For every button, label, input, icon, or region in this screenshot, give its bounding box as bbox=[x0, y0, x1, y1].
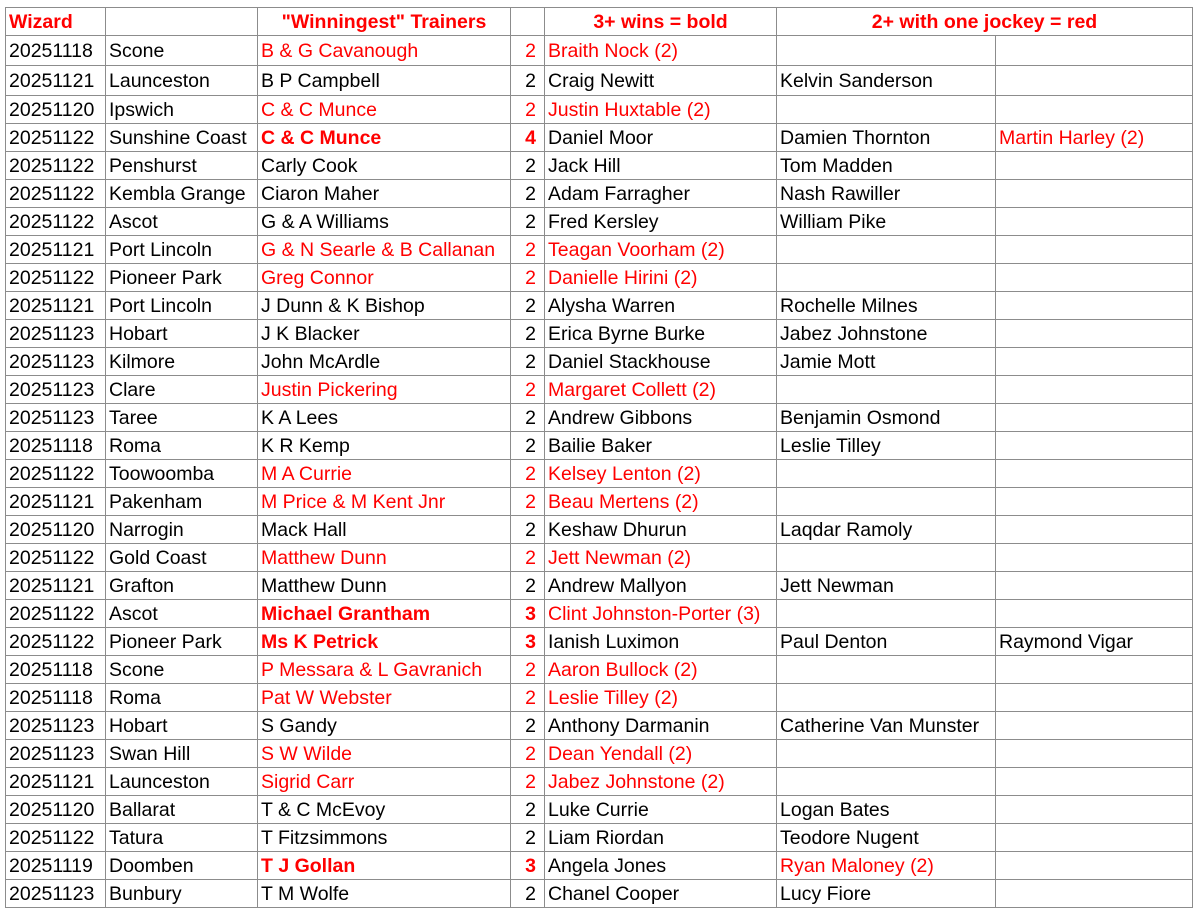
header-wizard-cell[interactable]: Wizard bbox=[6, 8, 106, 36]
jockey-2-cell[interactable]: Tom Madden bbox=[777, 152, 996, 180]
date-cell[interactable]: 20251121 bbox=[6, 66, 106, 96]
trainer-cell[interactable]: J K Blacker bbox=[258, 320, 511, 348]
jockey-1-cell[interactable]: Andrew Mallyon bbox=[545, 572, 777, 600]
trainer-cell[interactable]: Matthew Dunn bbox=[258, 544, 511, 572]
table-row bbox=[6, 432, 1193, 460]
date-cell[interactable]: 20251121 bbox=[6, 236, 106, 264]
table-row bbox=[6, 880, 1193, 908]
table-row bbox=[6, 320, 1193, 348]
wins-cell[interactable]: 2 bbox=[511, 376, 545, 404]
jockey-2-cell[interactable]: William Pike bbox=[777, 208, 996, 236]
wins-cell[interactable]: 2 bbox=[511, 656, 545, 684]
venue-cell[interactable]: Ballarat bbox=[106, 796, 258, 824]
table-row bbox=[6, 208, 1193, 236]
header-row bbox=[6, 8, 1193, 36]
results-table bbox=[5, 7, 1193, 908]
jockey-2-cell[interactable]: Paul Denton bbox=[777, 628, 996, 656]
table-row bbox=[6, 824, 1193, 852]
wins-cell[interactable]: 2 bbox=[511, 348, 545, 376]
wins-cell[interactable]: 2 bbox=[511, 152, 545, 180]
jockey-2-cell[interactable] bbox=[777, 96, 996, 124]
jockey-1-cell[interactable]: Jack Hill bbox=[545, 152, 777, 180]
jockey-3-cell[interactable] bbox=[996, 516, 1193, 544]
venue-cell[interactable]: Roma bbox=[106, 432, 258, 460]
jockey-3-cell[interactable] bbox=[996, 208, 1193, 236]
venue-cell[interactable]: Launceston bbox=[106, 768, 258, 796]
venue-cell[interactable]: Kembla Grange bbox=[106, 180, 258, 208]
date-cell[interactable]: 20251122 bbox=[6, 460, 106, 488]
wins-cell[interactable]: 3 bbox=[511, 852, 545, 880]
jockey-3-cell[interactable] bbox=[996, 36, 1193, 66]
trainer-cell[interactable]: G & N Searle & B Callanan bbox=[258, 236, 511, 264]
table-row bbox=[6, 600, 1193, 628]
jockey-2-cell[interactable]: Logan Bates bbox=[777, 796, 996, 824]
jockey-1-cell[interactable]: Aaron Bullock (2) bbox=[545, 656, 777, 684]
trainer-cell[interactable]: K R Kemp bbox=[258, 432, 511, 460]
jockey-1-cell[interactable]: Erica Byrne Burke bbox=[545, 320, 777, 348]
jockey-3-cell[interactable] bbox=[996, 320, 1193, 348]
jockey-1-cell[interactable]: Anthony Darmanin bbox=[545, 712, 777, 740]
jockey-3-cell[interactable] bbox=[996, 404, 1193, 432]
jockey-3-cell[interactable] bbox=[996, 152, 1193, 180]
jockey-1-cell[interactable]: Bailie Baker bbox=[545, 432, 777, 460]
date-cell[interactable]: 20251118 bbox=[6, 684, 106, 712]
wins-cell[interactable]: 3 bbox=[511, 628, 545, 656]
wins-cell[interactable]: 2 bbox=[511, 404, 545, 432]
jockey-1-cell[interactable]: Dean Yendall (2) bbox=[545, 740, 777, 768]
date-cell[interactable]: 20251123 bbox=[6, 404, 106, 432]
jockey-2-cell[interactable] bbox=[777, 768, 996, 796]
venue-cell[interactable]: Penshurst bbox=[106, 152, 258, 180]
trainer-cell[interactable]: Sigrid Carr bbox=[258, 768, 511, 796]
trainer-cell[interactable]: T Fitzsimmons bbox=[258, 824, 511, 852]
date-cell[interactable]: 20251121 bbox=[6, 768, 106, 796]
trainer-cell[interactable]: John McArdle bbox=[258, 348, 511, 376]
venue-cell[interactable]: Port Lincoln bbox=[106, 292, 258, 320]
wins-cell[interactable]: 2 bbox=[511, 544, 545, 572]
date-cell[interactable]: 20251122 bbox=[6, 180, 106, 208]
wins-cell[interactable]: 2 bbox=[511, 292, 545, 320]
table-row bbox=[6, 292, 1193, 320]
wins-cell[interactable]: 2 bbox=[511, 264, 545, 292]
date-cell[interactable]: 20251120 bbox=[6, 516, 106, 544]
venue-cell[interactable]: Clare bbox=[106, 376, 258, 404]
jockey-2-cell[interactable]: Catherine Van Munster bbox=[777, 712, 996, 740]
venue-cell[interactable]: Bunbury bbox=[106, 880, 258, 908]
venue-cell[interactable]: Port Lincoln bbox=[106, 236, 258, 264]
date-cell[interactable]: 20251122 bbox=[6, 208, 106, 236]
wins-cell[interactable]: 3 bbox=[511, 600, 545, 628]
jockey-3-cell[interactable]: Martin Harley (2) bbox=[996, 124, 1193, 152]
venue-cell[interactable]: Ipswich bbox=[106, 96, 258, 124]
table-row bbox=[6, 236, 1193, 264]
date-cell[interactable]: 20251118 bbox=[6, 36, 106, 66]
jockey-1-cell[interactable]: Angela Jones bbox=[545, 852, 777, 880]
jockey-3-cell[interactable] bbox=[996, 460, 1193, 488]
jockey-3-cell[interactable] bbox=[996, 376, 1193, 404]
jockey-1-cell[interactable]: Andrew Gibbons bbox=[545, 404, 777, 432]
jockey-3-cell[interactable] bbox=[996, 348, 1193, 376]
wins-cell[interactable]: 2 bbox=[511, 712, 545, 740]
jockey-1-cell[interactable]: Kelsey Lenton (2) bbox=[545, 460, 777, 488]
jockey-2-cell[interactable] bbox=[777, 600, 996, 628]
jockey-3-cell[interactable] bbox=[996, 740, 1193, 768]
table-row bbox=[6, 768, 1193, 796]
jockey-2-cell[interactable] bbox=[777, 460, 996, 488]
table-row bbox=[6, 684, 1193, 712]
jockey-1-cell[interactable]: Margaret Collett (2) bbox=[545, 376, 777, 404]
date-cell[interactable]: 20251122 bbox=[6, 824, 106, 852]
jockey-3-cell[interactable] bbox=[996, 292, 1193, 320]
venue-cell[interactable]: Hobart bbox=[106, 712, 258, 740]
jockey-1-cell[interactable]: Daniel Moor bbox=[545, 124, 777, 152]
date-cell[interactable]: 20251123 bbox=[6, 740, 106, 768]
venue-cell[interactable]: Ascot bbox=[106, 600, 258, 628]
jockey-1-cell[interactable]: Jett Newman (2) bbox=[545, 544, 777, 572]
date-cell[interactable]: 20251118 bbox=[6, 432, 106, 460]
date-cell[interactable]: 20251122 bbox=[6, 544, 106, 572]
date-cell[interactable]: 20251123 bbox=[6, 376, 106, 404]
jockey-3-cell[interactable] bbox=[996, 880, 1193, 908]
wins-cell[interactable]: 2 bbox=[511, 824, 545, 852]
jockey-3-cell[interactable] bbox=[996, 66, 1193, 96]
wins-cell[interactable]: 2 bbox=[511, 432, 545, 460]
jockey-1-cell[interactable]: Daniel Stackhouse bbox=[545, 348, 777, 376]
jockey-2-cell[interactable]: Lucy Fiore bbox=[777, 880, 996, 908]
jockey-1-cell[interactable]: Jabez Johnstone (2) bbox=[545, 768, 777, 796]
date-cell[interactable]: 20251120 bbox=[6, 796, 106, 824]
table-row bbox=[6, 348, 1193, 376]
table-row bbox=[6, 404, 1193, 432]
date-cell[interactable]: 20251123 bbox=[6, 320, 106, 348]
jockey-1-cell[interactable]: Teagan Voorham (2) bbox=[545, 236, 777, 264]
trainer-cell[interactable]: G & A Williams bbox=[258, 208, 511, 236]
jockey-3-cell[interactable] bbox=[996, 600, 1193, 628]
jockey-2-cell[interactable]: Kelvin Sanderson bbox=[777, 66, 996, 96]
date-cell[interactable]: 20251123 bbox=[6, 712, 106, 740]
wins-cell[interactable]: 2 bbox=[511, 180, 545, 208]
jockey-2-cell[interactable] bbox=[777, 236, 996, 264]
wins-cell[interactable]: 2 bbox=[511, 460, 545, 488]
jockey-2-cell[interactable] bbox=[777, 544, 996, 572]
jockey-2-cell[interactable]: Nash Rawiller bbox=[777, 180, 996, 208]
table-row bbox=[6, 96, 1193, 124]
header-venue-cell[interactable] bbox=[106, 8, 258, 36]
jockey-3-cell[interactable] bbox=[996, 852, 1193, 880]
venue-cell[interactable]: Scone bbox=[106, 36, 258, 66]
jockey-1-cell[interactable]: Beau Mertens (2) bbox=[545, 488, 777, 516]
jockey-2-cell[interactable] bbox=[777, 656, 996, 684]
jockey-3-cell[interactable] bbox=[996, 432, 1193, 460]
trainer-cell[interactable]: Matthew Dunn bbox=[258, 572, 511, 600]
jockey-1-cell[interactable]: Liam Riordan bbox=[545, 824, 777, 852]
header-wins-cell[interactable] bbox=[511, 8, 545, 36]
jockey-2-cell[interactable] bbox=[777, 740, 996, 768]
venue-cell[interactable]: Grafton bbox=[106, 572, 258, 600]
trainer-cell[interactable]: Carly Cook bbox=[258, 152, 511, 180]
wins-cell[interactable]: 2 bbox=[511, 66, 545, 96]
wins-cell[interactable]: 2 bbox=[511, 684, 545, 712]
wins-cell[interactable]: 2 bbox=[511, 320, 545, 348]
venue-cell[interactable]: Pioneer Park bbox=[106, 628, 258, 656]
trainer-cell[interactable]: K A Lees bbox=[258, 404, 511, 432]
table-row bbox=[6, 516, 1193, 544]
venue-cell[interactable]: Narrogin bbox=[106, 516, 258, 544]
venue-cell[interactable]: Launceston bbox=[106, 66, 258, 96]
jockey-2-cell[interactable] bbox=[777, 264, 996, 292]
trainer-cell[interactable]: Justin Pickering bbox=[258, 376, 511, 404]
header-trainers-cell[interactable]: "Winningest" Trainers bbox=[258, 8, 511, 36]
jockey-2-cell[interactable] bbox=[777, 488, 996, 516]
venue-cell[interactable]: Pakenham bbox=[106, 488, 258, 516]
jockey-2-cell[interactable]: Ryan Maloney (2) bbox=[777, 852, 996, 880]
jockey-1-cell[interactable]: Keshaw Dhurun bbox=[545, 516, 777, 544]
jockey-2-cell[interactable]: Leslie Tilley bbox=[777, 432, 996, 460]
jockey-3-cell[interactable] bbox=[996, 488, 1193, 516]
date-cell[interactable]: 20251122 bbox=[6, 600, 106, 628]
venue-cell[interactable]: Kilmore bbox=[106, 348, 258, 376]
trainer-cell[interactable]: Ms K Petrick bbox=[258, 628, 511, 656]
jockey-3-cell[interactable] bbox=[996, 796, 1193, 824]
date-cell[interactable]: 20251118 bbox=[6, 656, 106, 684]
jockey-2-cell[interactable]: Rochelle Milnes bbox=[777, 292, 996, 320]
venue-cell[interactable]: Sunshine Coast bbox=[106, 124, 258, 152]
wins-cell[interactable]: 2 bbox=[511, 740, 545, 768]
date-cell[interactable]: 20251122 bbox=[6, 124, 106, 152]
table-row bbox=[6, 628, 1193, 656]
table-row bbox=[6, 796, 1193, 824]
trainer-cell[interactable]: Greg Connor bbox=[258, 264, 511, 292]
wins-cell[interactable]: 2 bbox=[511, 516, 545, 544]
header-red-rule-cell[interactable]: 2+ with one jockey = red bbox=[777, 8, 1193, 36]
venue-cell[interactable]: Ascot bbox=[106, 208, 258, 236]
jockey-2-cell[interactable]: Jett Newman bbox=[777, 572, 996, 600]
jockey-3-cell[interactable] bbox=[996, 824, 1193, 852]
jockey-3-cell[interactable] bbox=[996, 572, 1193, 600]
table-row bbox=[6, 66, 1193, 96]
venue-cell[interactable]: Pioneer Park bbox=[106, 264, 258, 292]
table-row bbox=[6, 572, 1193, 600]
trainer-cell[interactable]: S W Wilde bbox=[258, 740, 511, 768]
trainer-cell[interactable]: T M Wolfe bbox=[258, 880, 511, 908]
table-row bbox=[6, 460, 1193, 488]
jockey-3-cell[interactable]: Raymond Vigar bbox=[996, 628, 1193, 656]
date-cell[interactable]: 20251123 bbox=[6, 880, 106, 908]
jockey-3-cell[interactable] bbox=[996, 768, 1193, 796]
trainer-cell[interactable]: C & C Munce bbox=[258, 96, 511, 124]
table-row bbox=[6, 152, 1193, 180]
date-cell[interactable]: 20251119 bbox=[6, 852, 106, 880]
date-cell[interactable]: 20251122 bbox=[6, 264, 106, 292]
jockey-1-cell[interactable]: Alysha Warren bbox=[545, 292, 777, 320]
jockey-3-cell[interactable] bbox=[996, 684, 1193, 712]
date-cell[interactable]: 20251123 bbox=[6, 348, 106, 376]
jockey-2-cell[interactable]: Damien Thornton bbox=[777, 124, 996, 152]
jockey-3-cell[interactable] bbox=[996, 712, 1193, 740]
jockey-1-cell[interactable]: Fred Kersley bbox=[545, 208, 777, 236]
jockey-3-cell[interactable] bbox=[996, 656, 1193, 684]
trainer-cell[interactable]: Ciaron Maher bbox=[258, 180, 511, 208]
trainer-cell[interactable]: Pat W Webster bbox=[258, 684, 511, 712]
jockey-3-cell[interactable] bbox=[996, 236, 1193, 264]
jockey-3-cell[interactable] bbox=[996, 264, 1193, 292]
jockey-2-cell[interactable]: Teodore Nugent bbox=[777, 824, 996, 852]
table-row bbox=[6, 740, 1193, 768]
jockey-1-cell[interactable]: Luke Currie bbox=[545, 796, 777, 824]
table-row bbox=[6, 36, 1193, 66]
date-cell[interactable]: 20251120 bbox=[6, 96, 106, 124]
wins-cell[interactable]: 2 bbox=[511, 208, 545, 236]
trainer-cell[interactable]: C & C Munce bbox=[258, 124, 511, 152]
jockey-2-cell[interactable] bbox=[777, 684, 996, 712]
trainer-cell[interactable]: M Price & M Kent Jnr bbox=[258, 488, 511, 516]
wins-cell[interactable]: 2 bbox=[511, 880, 545, 908]
venue-cell[interactable]: Hobart bbox=[106, 320, 258, 348]
trainer-cell[interactable]: M A Currie bbox=[258, 460, 511, 488]
trainer-cell[interactable]: B & G Cavanough bbox=[258, 36, 511, 66]
date-cell[interactable]: 20251122 bbox=[6, 628, 106, 656]
jockey-1-cell[interactable]: Braith Nock (2) bbox=[545, 36, 777, 66]
jockey-2-cell[interactable]: Jamie Mott bbox=[777, 348, 996, 376]
jockey-1-cell[interactable]: Adam Farragher bbox=[545, 180, 777, 208]
venue-cell[interactable]: Scone bbox=[106, 656, 258, 684]
wins-cell[interactable]: 2 bbox=[511, 572, 545, 600]
wins-cell[interactable]: 2 bbox=[511, 488, 545, 516]
jockey-3-cell[interactable] bbox=[996, 96, 1193, 124]
date-cell[interactable]: 20251121 bbox=[6, 572, 106, 600]
jockey-1-cell[interactable]: Clint Johnston-Porter (3) bbox=[545, 600, 777, 628]
venue-cell[interactable]: Tatura bbox=[106, 824, 258, 852]
table-row bbox=[6, 852, 1193, 880]
venue-cell[interactable]: Toowoomba bbox=[106, 460, 258, 488]
jockey-1-cell[interactable]: Justin Huxtable (2) bbox=[545, 96, 777, 124]
table-row bbox=[6, 488, 1193, 516]
table-row bbox=[6, 376, 1193, 404]
trainer-cell[interactable]: Michael Grantham bbox=[258, 600, 511, 628]
jockey-1-cell[interactable]: Chanel Cooper bbox=[545, 880, 777, 908]
wins-cell[interactable]: 2 bbox=[511, 96, 545, 124]
date-cell[interactable]: 20251121 bbox=[6, 488, 106, 516]
table-row bbox=[6, 124, 1193, 152]
jockey-1-cell[interactable]: Craig Newitt bbox=[545, 66, 777, 96]
jockey-1-cell[interactable]: Leslie Tilley (2) bbox=[545, 684, 777, 712]
jockey-2-cell[interactable]: Jabez Johnstone bbox=[777, 320, 996, 348]
wins-cell[interactable]: 2 bbox=[511, 796, 545, 824]
table-row bbox=[6, 712, 1193, 740]
venue-cell[interactable]: Taree bbox=[106, 404, 258, 432]
jockey-3-cell[interactable] bbox=[996, 180, 1193, 208]
venue-cell[interactable]: Doomben bbox=[106, 852, 258, 880]
wins-cell[interactable]: 2 bbox=[511, 768, 545, 796]
venue-cell[interactable]: Roma bbox=[106, 684, 258, 712]
jockey-2-cell[interactable]: Benjamin Osmond bbox=[777, 404, 996, 432]
wins-cell[interactable]: 4 bbox=[511, 124, 545, 152]
date-cell[interactable]: 20251121 bbox=[6, 292, 106, 320]
header-bold-rule-cell[interactable]: 3+ wins = bold bbox=[545, 8, 777, 36]
table-row bbox=[6, 656, 1193, 684]
jockey-2-cell[interactable]: Laqdar Ramoly bbox=[777, 516, 996, 544]
trainer-cell[interactable]: T & C McEvoy bbox=[258, 796, 511, 824]
trainer-cell[interactable]: Mack Hall bbox=[258, 516, 511, 544]
jockey-1-cell[interactable]: Ianish Luximon bbox=[545, 628, 777, 656]
venue-cell[interactable]: Gold Coast bbox=[106, 544, 258, 572]
table-row bbox=[6, 264, 1193, 292]
trainer-cell[interactable]: S Gandy bbox=[258, 712, 511, 740]
trainer-cell[interactable]: B P Campbell bbox=[258, 66, 511, 96]
venue-cell[interactable]: Swan Hill bbox=[106, 740, 258, 768]
trainer-cell[interactable]: J Dunn & K Bishop bbox=[258, 292, 511, 320]
jockey-1-cell[interactable]: Danielle Hirini (2) bbox=[545, 264, 777, 292]
wins-cell[interactable]: 2 bbox=[511, 36, 545, 66]
jockey-2-cell[interactable] bbox=[777, 36, 996, 66]
jockey-2-cell[interactable] bbox=[777, 376, 996, 404]
date-cell[interactable]: 20251122 bbox=[6, 152, 106, 180]
trainer-cell[interactable]: P Messara & L Gavranich bbox=[258, 656, 511, 684]
trainer-cell[interactable]: T J Gollan bbox=[258, 852, 511, 880]
table-row bbox=[6, 544, 1193, 572]
jockey-3-cell[interactable] bbox=[996, 544, 1193, 572]
table-row bbox=[6, 180, 1193, 208]
wins-cell[interactable]: 2 bbox=[511, 236, 545, 264]
